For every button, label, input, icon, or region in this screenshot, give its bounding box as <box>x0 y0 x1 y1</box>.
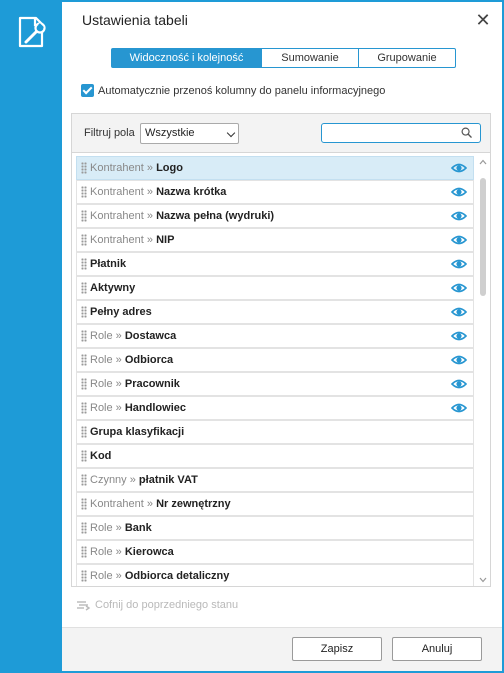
drag-handle-icon[interactable] <box>81 162 87 174</box>
tab-grouping[interactable]: Grupowanie <box>359 48 456 68</box>
field-separator: » <box>112 402 125 414</box>
field-prefix: Kontrahent <box>90 210 144 222</box>
eye-icon[interactable] <box>451 402 467 414</box>
eye-icon[interactable] <box>451 354 467 366</box>
field-label <box>90 498 231 510</box>
field-label <box>90 330 176 342</box>
scrollbar[interactable] <box>478 156 488 586</box>
drag-handle-icon[interactable] <box>81 210 87 222</box>
field-prefix: Kontrahent <box>90 162 144 174</box>
field-prefix: Kontrahent <box>90 234 144 246</box>
eye-icon[interactable] <box>451 282 467 294</box>
field-prefix: Role <box>90 570 113 582</box>
document-wrench-icon <box>14 14 50 50</box>
field-name: Kierowca <box>124 546 174 558</box>
field-row[interactable] <box>76 516 474 540</box>
drag-handle-icon[interactable] <box>81 474 87 486</box>
auto-move-option[interactable] <box>81 84 385 97</box>
field-label <box>90 450 111 462</box>
field-label <box>90 282 135 294</box>
eye-icon[interactable] <box>451 306 467 318</box>
auto-move-label: Automatycznie przenoś kolumny do panelu informacyjnego <box>98 84 386 97</box>
field-row[interactable] <box>76 228 474 252</box>
drag-handle-icon[interactable] <box>81 570 87 582</box>
field-separator: » <box>112 522 125 534</box>
field-label <box>90 234 174 246</box>
field-list <box>76 156 474 586</box>
field-name: Grupa klasyfikacji <box>90 426 185 438</box>
field-separator: » <box>143 234 157 246</box>
field-label <box>90 570 229 582</box>
dialog-footer <box>62 627 502 671</box>
eye-icon[interactable] <box>451 162 467 174</box>
drag-handle-icon[interactable] <box>81 330 87 342</box>
field-label <box>90 354 173 366</box>
filter-bar <box>72 114 490 153</box>
field-name: Pełny adres <box>90 306 152 318</box>
drag-handle-icon[interactable] <box>81 282 87 294</box>
field-prefix: Czynny <box>90 474 127 486</box>
drag-handle-icon[interactable] <box>81 402 87 414</box>
undo-link[interactable] <box>75 599 238 611</box>
field-separator: » <box>112 354 125 366</box>
scrollbar-thumb[interactable] <box>480 178 486 296</box>
field-name: Dostawca <box>124 330 177 342</box>
field-row[interactable] <box>76 468 474 492</box>
eye-icon[interactable] <box>451 210 467 222</box>
dialog-title: Ustawienia tabeli <box>82 12 188 28</box>
field-label <box>90 522 152 534</box>
field-separator: » <box>126 474 139 486</box>
drag-handle-icon[interactable] <box>81 426 87 438</box>
field-name: Handlowiec <box>124 402 186 414</box>
drag-handle-icon[interactable] <box>81 450 87 462</box>
drag-handle-icon[interactable] <box>81 378 87 390</box>
field-name: Aktywny <box>90 282 136 294</box>
field-row[interactable] <box>76 348 474 372</box>
drag-handle-icon[interactable] <box>81 354 87 366</box>
field-row[interactable] <box>76 156 474 180</box>
field-row[interactable] <box>76 204 474 228</box>
chevron-down-icon <box>227 129 235 137</box>
field-name: Odbiorca <box>124 354 174 366</box>
field-name: Odbiorca detaliczny <box>124 570 230 582</box>
field-row[interactable] <box>76 540 474 564</box>
field-label <box>90 402 186 414</box>
field-label <box>90 210 274 222</box>
field-name: Nr zewnętrzny <box>156 498 231 510</box>
field-label <box>90 258 126 270</box>
field-name: Płatnik <box>90 258 127 270</box>
field-name: Nazwa krótka <box>156 186 227 198</box>
field-prefix: Role <box>90 402 113 414</box>
drag-handle-icon[interactable] <box>81 546 87 558</box>
search-input[interactable] <box>326 124 456 142</box>
field-label <box>90 162 183 174</box>
undo-label: Cofnij do poprzedniego stanu <box>95 599 239 611</box>
close-icon[interactable]: ✕ <box>475 10 491 30</box>
field-row[interactable] <box>76 420 474 444</box>
drag-handle-icon[interactable] <box>81 258 87 270</box>
field-label <box>90 474 198 486</box>
field-name: Kod <box>90 450 112 462</box>
field-separator: » <box>143 210 157 222</box>
field-prefix: Role <box>90 354 113 366</box>
field-separator: » <box>112 570 125 582</box>
drag-handle-icon[interactable] <box>81 234 87 246</box>
left-strip <box>0 0 62 673</box>
field-row[interactable] <box>76 372 474 396</box>
field-row[interactable] <box>76 564 474 586</box>
eye-icon[interactable] <box>451 186 467 198</box>
field-row[interactable] <box>76 276 474 300</box>
title-bar <box>62 2 502 38</box>
table-settings-dialog <box>62 2 502 671</box>
search-icon[interactable] <box>461 127 472 138</box>
field-prefix: Kontrahent <box>90 498 144 510</box>
field-row[interactable] <box>76 180 474 204</box>
field-separator: » <box>112 330 125 342</box>
save-button[interactable]: Zapisz <box>292 637 382 661</box>
field-prefix: Role <box>90 522 113 534</box>
field-label <box>90 378 180 390</box>
filter-selected-value: Wszystkie <box>145 127 195 139</box>
field-row[interactable] <box>76 252 474 276</box>
field-name: Nazwa pełna (wydruki) <box>156 210 275 222</box>
eye-icon[interactable] <box>451 258 467 270</box>
drag-handle-icon[interactable] <box>81 522 87 534</box>
scroll-up-icon[interactable] <box>479 158 487 166</box>
filter-label: Filtruj pola <box>84 127 135 139</box>
eye-icon[interactable] <box>451 330 467 342</box>
drag-handle-icon[interactable] <box>81 186 87 198</box>
eye-icon[interactable] <box>451 234 467 246</box>
field-prefix: Role <box>90 378 113 390</box>
field-row[interactable] <box>76 492 474 516</box>
field-row[interactable] <box>76 300 474 324</box>
field-label <box>90 546 174 558</box>
fields-panel <box>71 113 491 587</box>
field-separator: » <box>143 498 157 510</box>
field-label <box>90 426 184 438</box>
field-prefix: Kontrahent <box>90 186 144 198</box>
eye-icon[interactable] <box>451 378 467 390</box>
field-name: Pracownik <box>124 378 180 390</box>
field-separator: » <box>112 378 125 390</box>
drag-handle-icon[interactable] <box>81 306 87 318</box>
field-name: NIP <box>156 234 175 246</box>
field-name: Logo <box>156 162 183 174</box>
tab-visibility-order[interactable]: Widoczność i kolejność <box>111 48 262 68</box>
field-label <box>90 186 226 198</box>
field-row[interactable] <box>76 396 474 420</box>
filter-select[interactable] <box>140 123 239 144</box>
field-row[interactable] <box>76 444 474 468</box>
tab-summing[interactable]: Sumowanie <box>262 48 359 68</box>
field-separator: » <box>143 186 157 198</box>
field-prefix: Role <box>90 330 113 342</box>
field-row[interactable] <box>76 324 474 348</box>
field-prefix: Role <box>90 546 113 558</box>
undo-icon <box>75 599 91 611</box>
tab-strip <box>111 48 456 68</box>
field-label <box>90 306 152 318</box>
field-name: płatnik VAT <box>138 474 198 486</box>
field-separator: » <box>112 546 125 558</box>
scroll-down-icon[interactable] <box>479 576 487 584</box>
drag-handle-icon[interactable] <box>81 498 87 510</box>
search-box[interactable] <box>321 123 481 143</box>
field-separator: » <box>143 162 157 174</box>
field-name: Bank <box>124 522 152 534</box>
auto-move-checkbox[interactable] <box>81 84 94 97</box>
cancel-button[interactable]: Anuluj <box>392 637 482 661</box>
